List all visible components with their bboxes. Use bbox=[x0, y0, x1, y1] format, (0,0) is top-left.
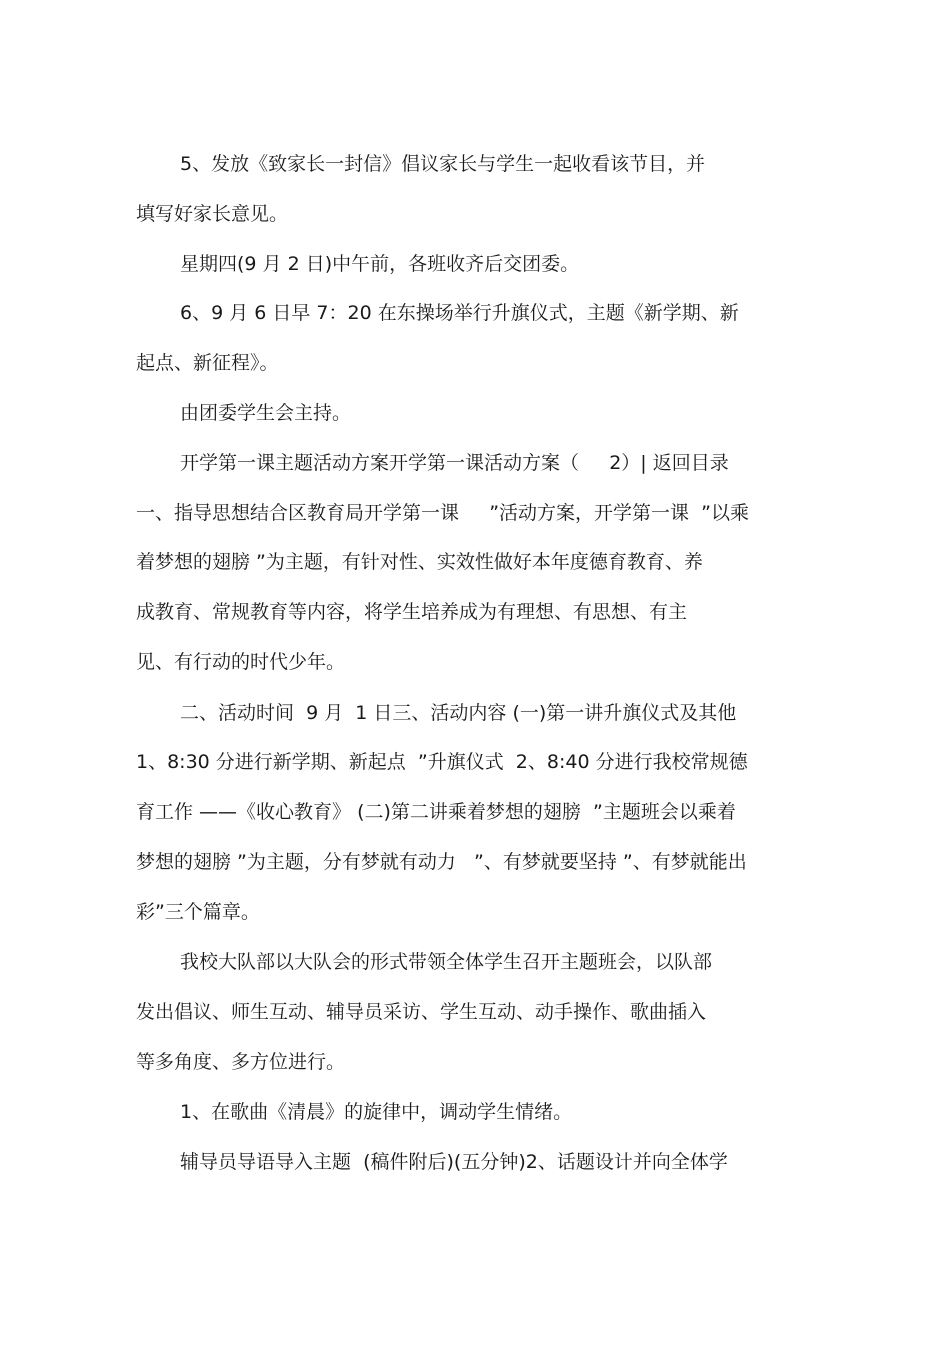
text-line: 由团委学生会主持。 bbox=[180, 402, 352, 424]
text-line: 1、在歌曲《清晨》的旋律中，调动学生情绪。 bbox=[180, 1101, 573, 1123]
text-line: 见、有行动的时代少年。 bbox=[136, 651, 346, 673]
text-line: 5、发放《致家长一封信》倡议家长与学生一起收看该节目，并 bbox=[180, 153, 706, 175]
text-line: 发出倡议、师生互动、辅导员采访、学生互动、动手操作、歌曲插入 bbox=[136, 1001, 707, 1023]
text-line: 二、活动时间 9 月 1 日三、活动内容 (一)第一讲升旗仪式及其他 bbox=[180, 702, 737, 724]
text-line: 1、8:30 分进行新学期、新起点 ”升旗仪式 2、8:40 分进行我校常规德 bbox=[136, 751, 748, 773]
text-line: 着梦想的翅膀 ”为主题，有针对性、实效性做好本年度德育教育、养 bbox=[136, 551, 703, 573]
text-line: 梦想的翅膀 ”为主题，分有梦就有动力 ”、有梦就要坚持 ”、有梦就能出 bbox=[136, 851, 747, 873]
text-line: 辅导员导语导入主题 (稿件附后)(五分钟)2、话题设计并向全体学 bbox=[180, 1151, 728, 1173]
text-line: 育工作 ——《收心教育》 (二)第二讲乘着梦想的翅膀 ”主题班会以乘着 bbox=[136, 801, 736, 823]
text-line: 星期四(9 月 2 日)中午前，各班收齐后交团委。 bbox=[180, 253, 580, 275]
text-line: 等多角度、多方位进行。 bbox=[136, 1051, 346, 1073]
text-line: 填写好家长意见。 bbox=[136, 203, 289, 225]
text-line: 成教育、常规教育等内容，将学生培养成为有理想、有思想、有主 bbox=[136, 601, 688, 623]
text-line: 一、指导思想结合区教育局开学第一课 ”活动方案，开学第一课 ”以乘 bbox=[136, 502, 749, 524]
text-line: 彩”三个篇章。 bbox=[136, 901, 260, 923]
text-line: 开学第一课主题活动方案开学第一课活动方案（ 2）| 返回目录 bbox=[180, 452, 729, 474]
text-line: 我校大队部以大队会的形式带领全体学生召开主题班会，以队部 bbox=[180, 951, 713, 973]
text-line: 起点、新征程》。 bbox=[136, 352, 279, 374]
text-line: 6、9 月 6 日早 7：20 在东操场举行升旗仪式，主题《新学期、新 bbox=[180, 302, 739, 324]
